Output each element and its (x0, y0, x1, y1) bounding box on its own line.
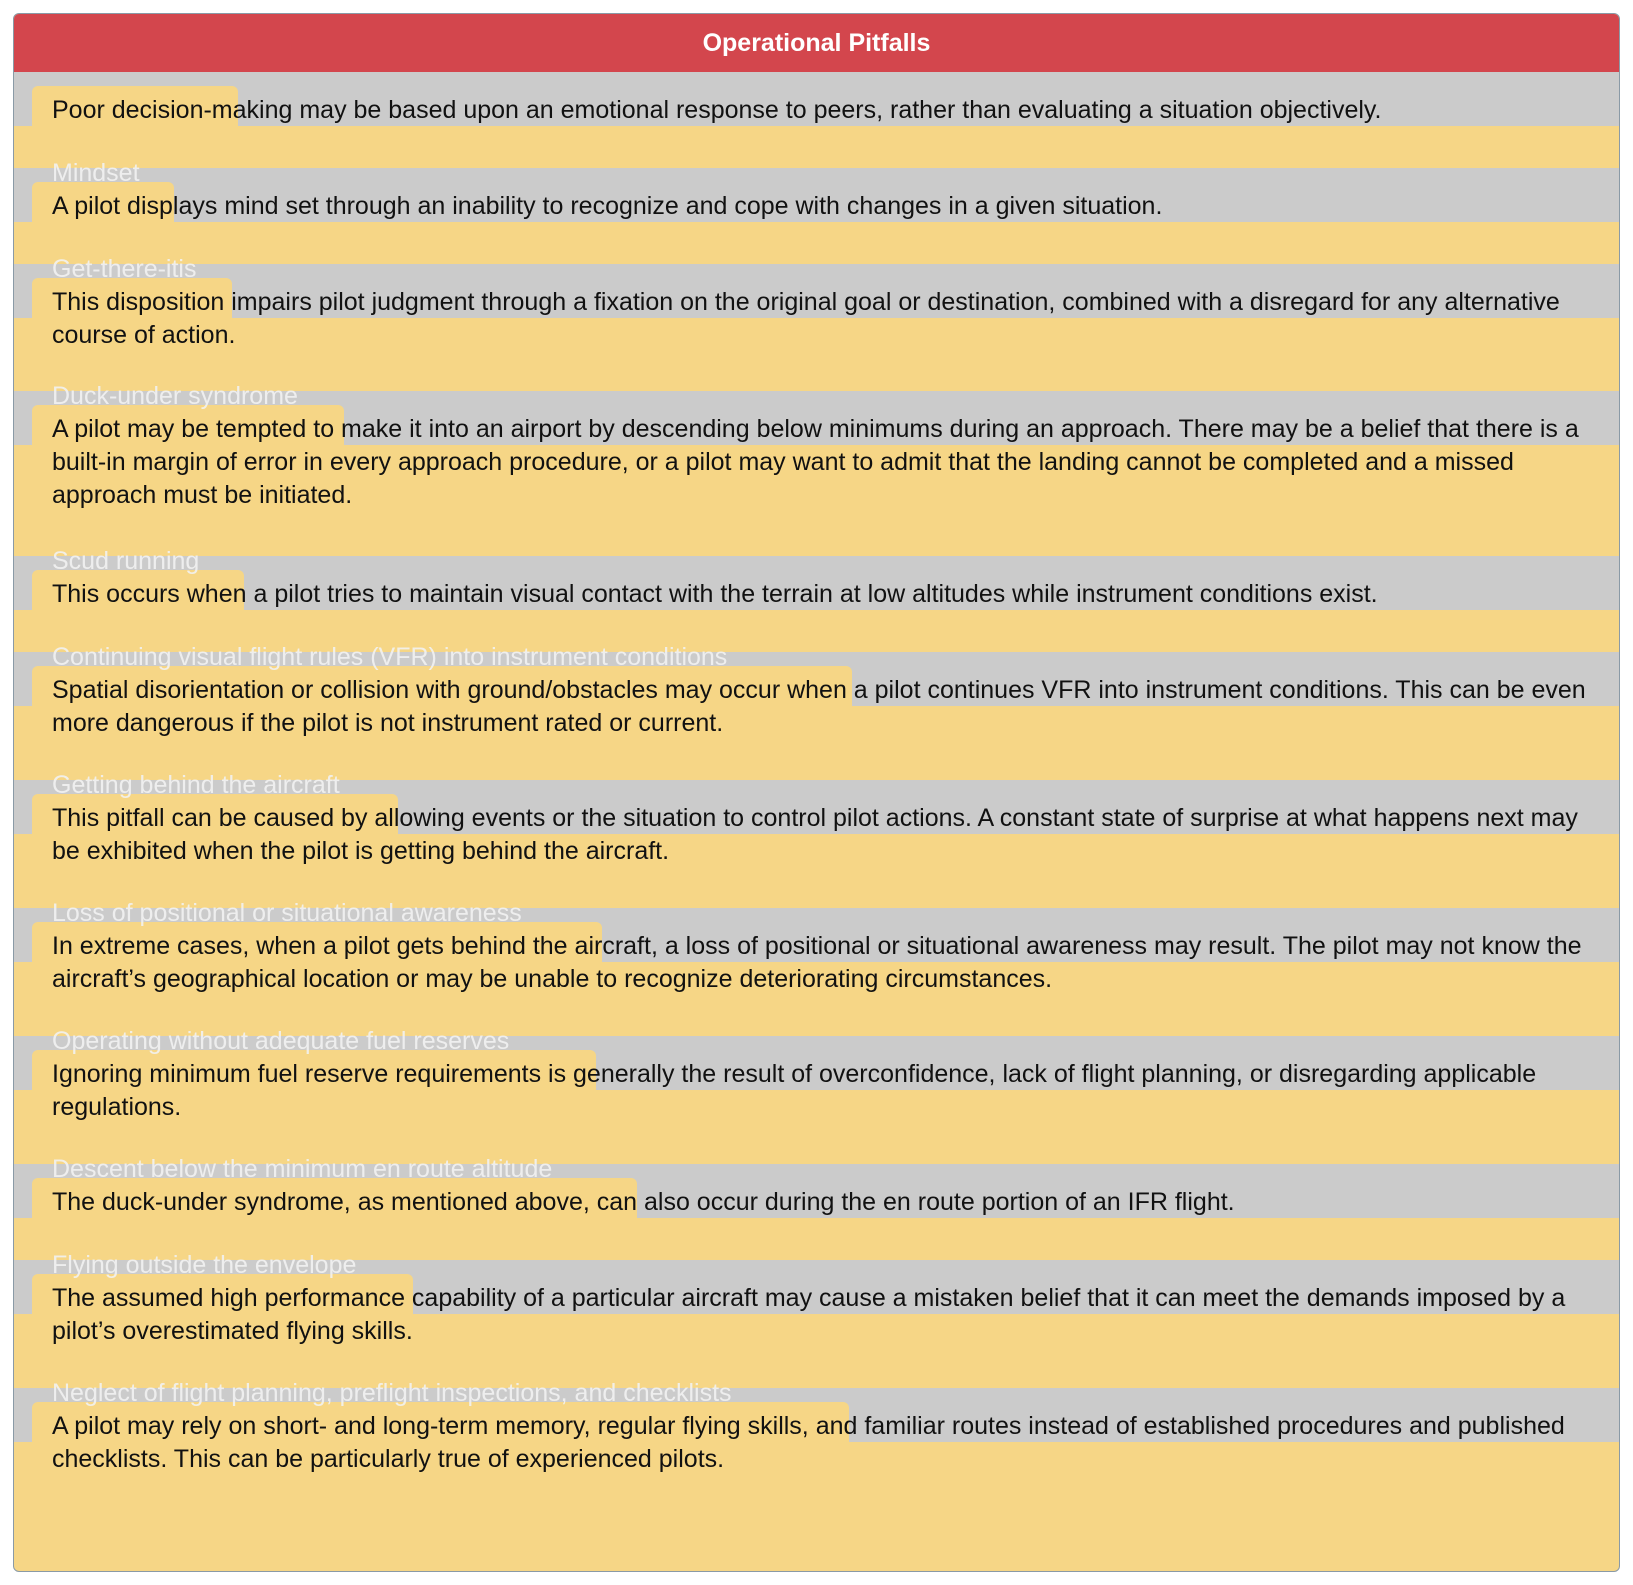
pitfall-item (14, 255, 1619, 391)
pitfall-description: A pilot may rely on short- and long-term memory, regular flying skills, and familiar routes instead of established procedures and published checklists. This can be particularly true of experienced pilots. (52, 1412, 1565, 1473)
pitfall-title: Duck-under syndrome (52, 382, 298, 410)
pitfall-item (14, 547, 1619, 652)
pitfall-description: A pilot displays mind set through an inability to recognize and cope with changes in a given situation. (52, 192, 1163, 220)
pitfall-description: Spatial disorientation or collision with ground/obstacles may occur when a pilot continues VFR into instrument conditions. This can be even more dangerous if the pilot is not instrument rated or current. (52, 676, 1586, 737)
pitfall-item (14, 1027, 1619, 1164)
pitfall-title: Operating without adequate fuel reserves (52, 1027, 510, 1055)
pitfall-description: Poor decision-making may be based upon an emotional response to peers, rather than evaluating a situation objectively. (52, 96, 1382, 124)
pitfall-description: The duck-under syndrome, as mentioned above, can also occur during the en route portion of an IFR flight. (52, 1188, 1235, 1216)
operational-pitfalls-panel (13, 13, 1620, 1572)
pitfall-title: Loss of positional or situational awareness (52, 899, 522, 927)
pitfall-description: A pilot may be tempted to make it into an airport by descending below minimums during an approach. There may be a belief that there is a built-in margin of error in every approach procedure, or a pilot may want to admit that the landing cannot be completed and a missed approach must be initiated. (52, 415, 1579, 509)
pitfall-item (14, 899, 1619, 1036)
pitfall-title: Flying outside the envelope (52, 1251, 357, 1279)
pitfall-title: Neglect of flight planning, preflight inspections, and checklists (52, 1379, 732, 1407)
pitfall-description: Ignoring minimum fuel reserve requirements is generally the result of overconfidence, lack of flight planning, or disregarding applicable regulations. (52, 1060, 1537, 1121)
pitfall-item (14, 159, 1619, 264)
pitfall-title: Getting behind the aircraft (52, 771, 340, 799)
pitfall-item (14, 1251, 1619, 1388)
pitfall-item (14, 643, 1619, 780)
pitfall-item (14, 771, 1619, 908)
pitfall-item (14, 1379, 1619, 1560)
panel-title: Operational Pitfalls (14, 14, 1619, 73)
pitfall-description: This disposition impairs pilot judgment through a fixation on the original goal or destination, combined with a disregard for any alternative course of action. (52, 288, 1560, 349)
pitfall-title: Mindset (52, 159, 140, 187)
pitfall-description: This pitfall can be caused by allowing events or the situation to control pilot actions. A constant state of surprise at what happens next may be exhibited when the pilot is getting behind the aircraft. (52, 804, 1578, 865)
pitfall-item (14, 1155, 1619, 1260)
pitfall-item (14, 382, 1619, 556)
pitfall-description: This occurs when a pilot tries to maintain visual contact with the terrain at low altitudes while instrument conditions exist. (52, 580, 1378, 608)
pitfall-description: The assumed high performance capability of a particular aircraft may cause a mistaken belief that it can meet the demands imposed by a pilot’s overestimated flying skills. (52, 1284, 1566, 1345)
pitfall-description: In extreme cases, when a pilot gets behind the aircraft, a loss of positional or situational awareness may result. The pilot may not know the aircraft’s geographical location or may be unable to recognize deteriorating circumstances. (52, 932, 1582, 993)
pitfall-title: Descent below the minimum en route altitude (52, 1155, 553, 1183)
pitfall-title: Continuing visual flight rules (VFR) into instrument conditions (52, 643, 728, 671)
pitfall-item (14, 72, 1619, 168)
pitfall-title: Scud running (52, 547, 200, 575)
pitfall-title: Get-there-itis (52, 255, 197, 283)
